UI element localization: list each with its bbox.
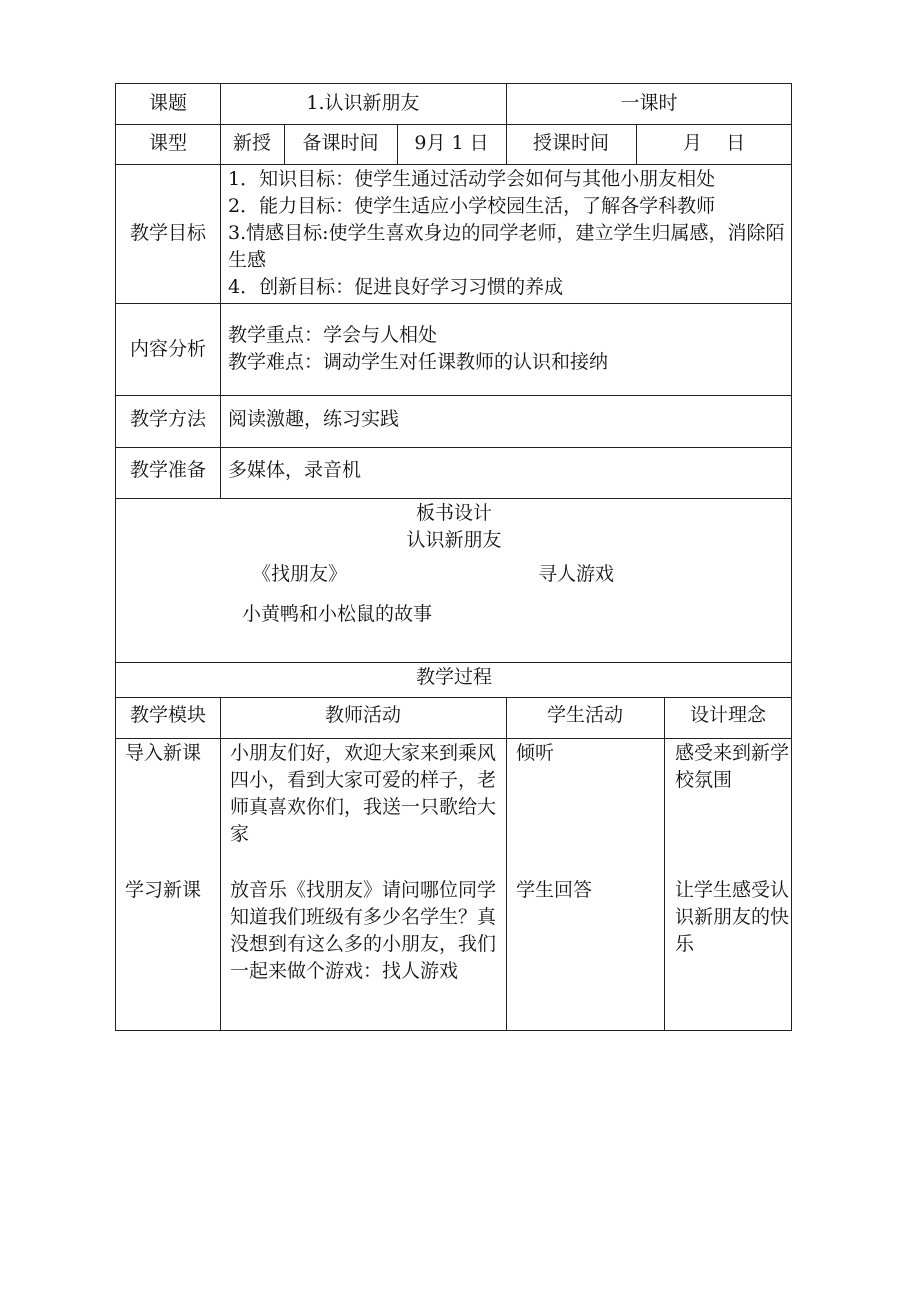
board-subtitle: 认识新朋友 [406,529,502,551]
row-divider [116,303,791,304]
key-point: 教学重点：学会与人相处 [228,324,438,346]
duration-value: 一课时 [620,92,678,114]
type-label: 课型 [148,132,187,154]
column-header: 设计理念 [689,704,766,726]
row-divider [116,498,791,499]
prep-value: 多媒体，录音机 [228,459,362,481]
process-title: 教学过程 [415,666,492,688]
goal-item: 4．创新目标：促进良好学习习惯的养成 [228,276,564,298]
board-story: 小黄鸭和小松鼠的故事 [242,603,433,625]
goals-label: 教学目标 [129,222,206,244]
row-divider [116,395,791,396]
board-left-item: 《找朋友》 [252,563,348,585]
difficulty: 教学难点：调动学生对任课教师的认识和接纳 [228,351,609,373]
teach-time-label: 授课时间 [532,132,609,154]
prep-label: 教学准备 [129,459,206,481]
column-header: 学生活动 [546,704,623,726]
concept-cell: 让学生感受认识新朋友的快乐 [675,879,790,955]
teacher-activity-cell: 小朋友们好，欢迎大家来到乘风四小，看到大家可爱的样子，老师真喜欢你们，我送一只歌给大家 [230,742,497,845]
teach-time-value: 月 日 [682,132,746,154]
row-divider [116,662,791,663]
col-divider [506,697,507,1031]
topic-value: 1.认识新朋友 [306,92,420,114]
row-divider [116,697,791,698]
row-divider [116,164,791,165]
prep-time-value: 9月 1 日 [414,132,489,154]
board-right-item: 寻人游戏 [538,563,615,585]
module-cell: 学习新课 [125,879,202,901]
student-activity-cell: 倾听 [516,742,555,764]
lesson-plan-table [115,83,792,1031]
row-divider [116,738,791,739]
analysis-content [228,322,788,376]
goal-item: 3.情感目标:使学生喜欢身边的同学老师，建立学生归属感，消除陌生感 [228,222,785,271]
column-header: 教师活动 [324,704,401,726]
analysis-label: 内容分析 [129,338,206,360]
goal-item: 2．能力目标：使学生适应小学校园生活，了解各学科教师 [228,195,716,217]
row-divider [116,124,791,125]
method-value: 阅读激趣，练习实践 [228,408,400,430]
row-divider [116,447,791,448]
method-label: 教学方法 [129,408,206,430]
goal-item: 1．知识目标：使学生通过活动学会如何与其他小朋友相处 [228,168,716,190]
goals-list [228,166,788,301]
topic-label: 课题 [148,92,187,114]
type-value: 新授 [232,132,271,154]
prep-time-label: 备课时间 [302,132,379,154]
module-cell: 导入新课 [125,742,202,764]
student-activity-cell: 学生回答 [516,879,593,901]
teacher-activity-cell: 放音乐《找朋友》请问哪位同学知道我们班级有多少名学生？真没想到有这么多的小朋友，我们一起来做个游戏：找人游戏 [230,879,497,982]
column-header: 教学模块 [129,704,206,726]
col-divider [220,697,221,1031]
board-title: 板书设计 [415,502,492,524]
concept-cell: 感受来到新学校氛围 [675,742,790,791]
col-divider [664,697,665,1031]
